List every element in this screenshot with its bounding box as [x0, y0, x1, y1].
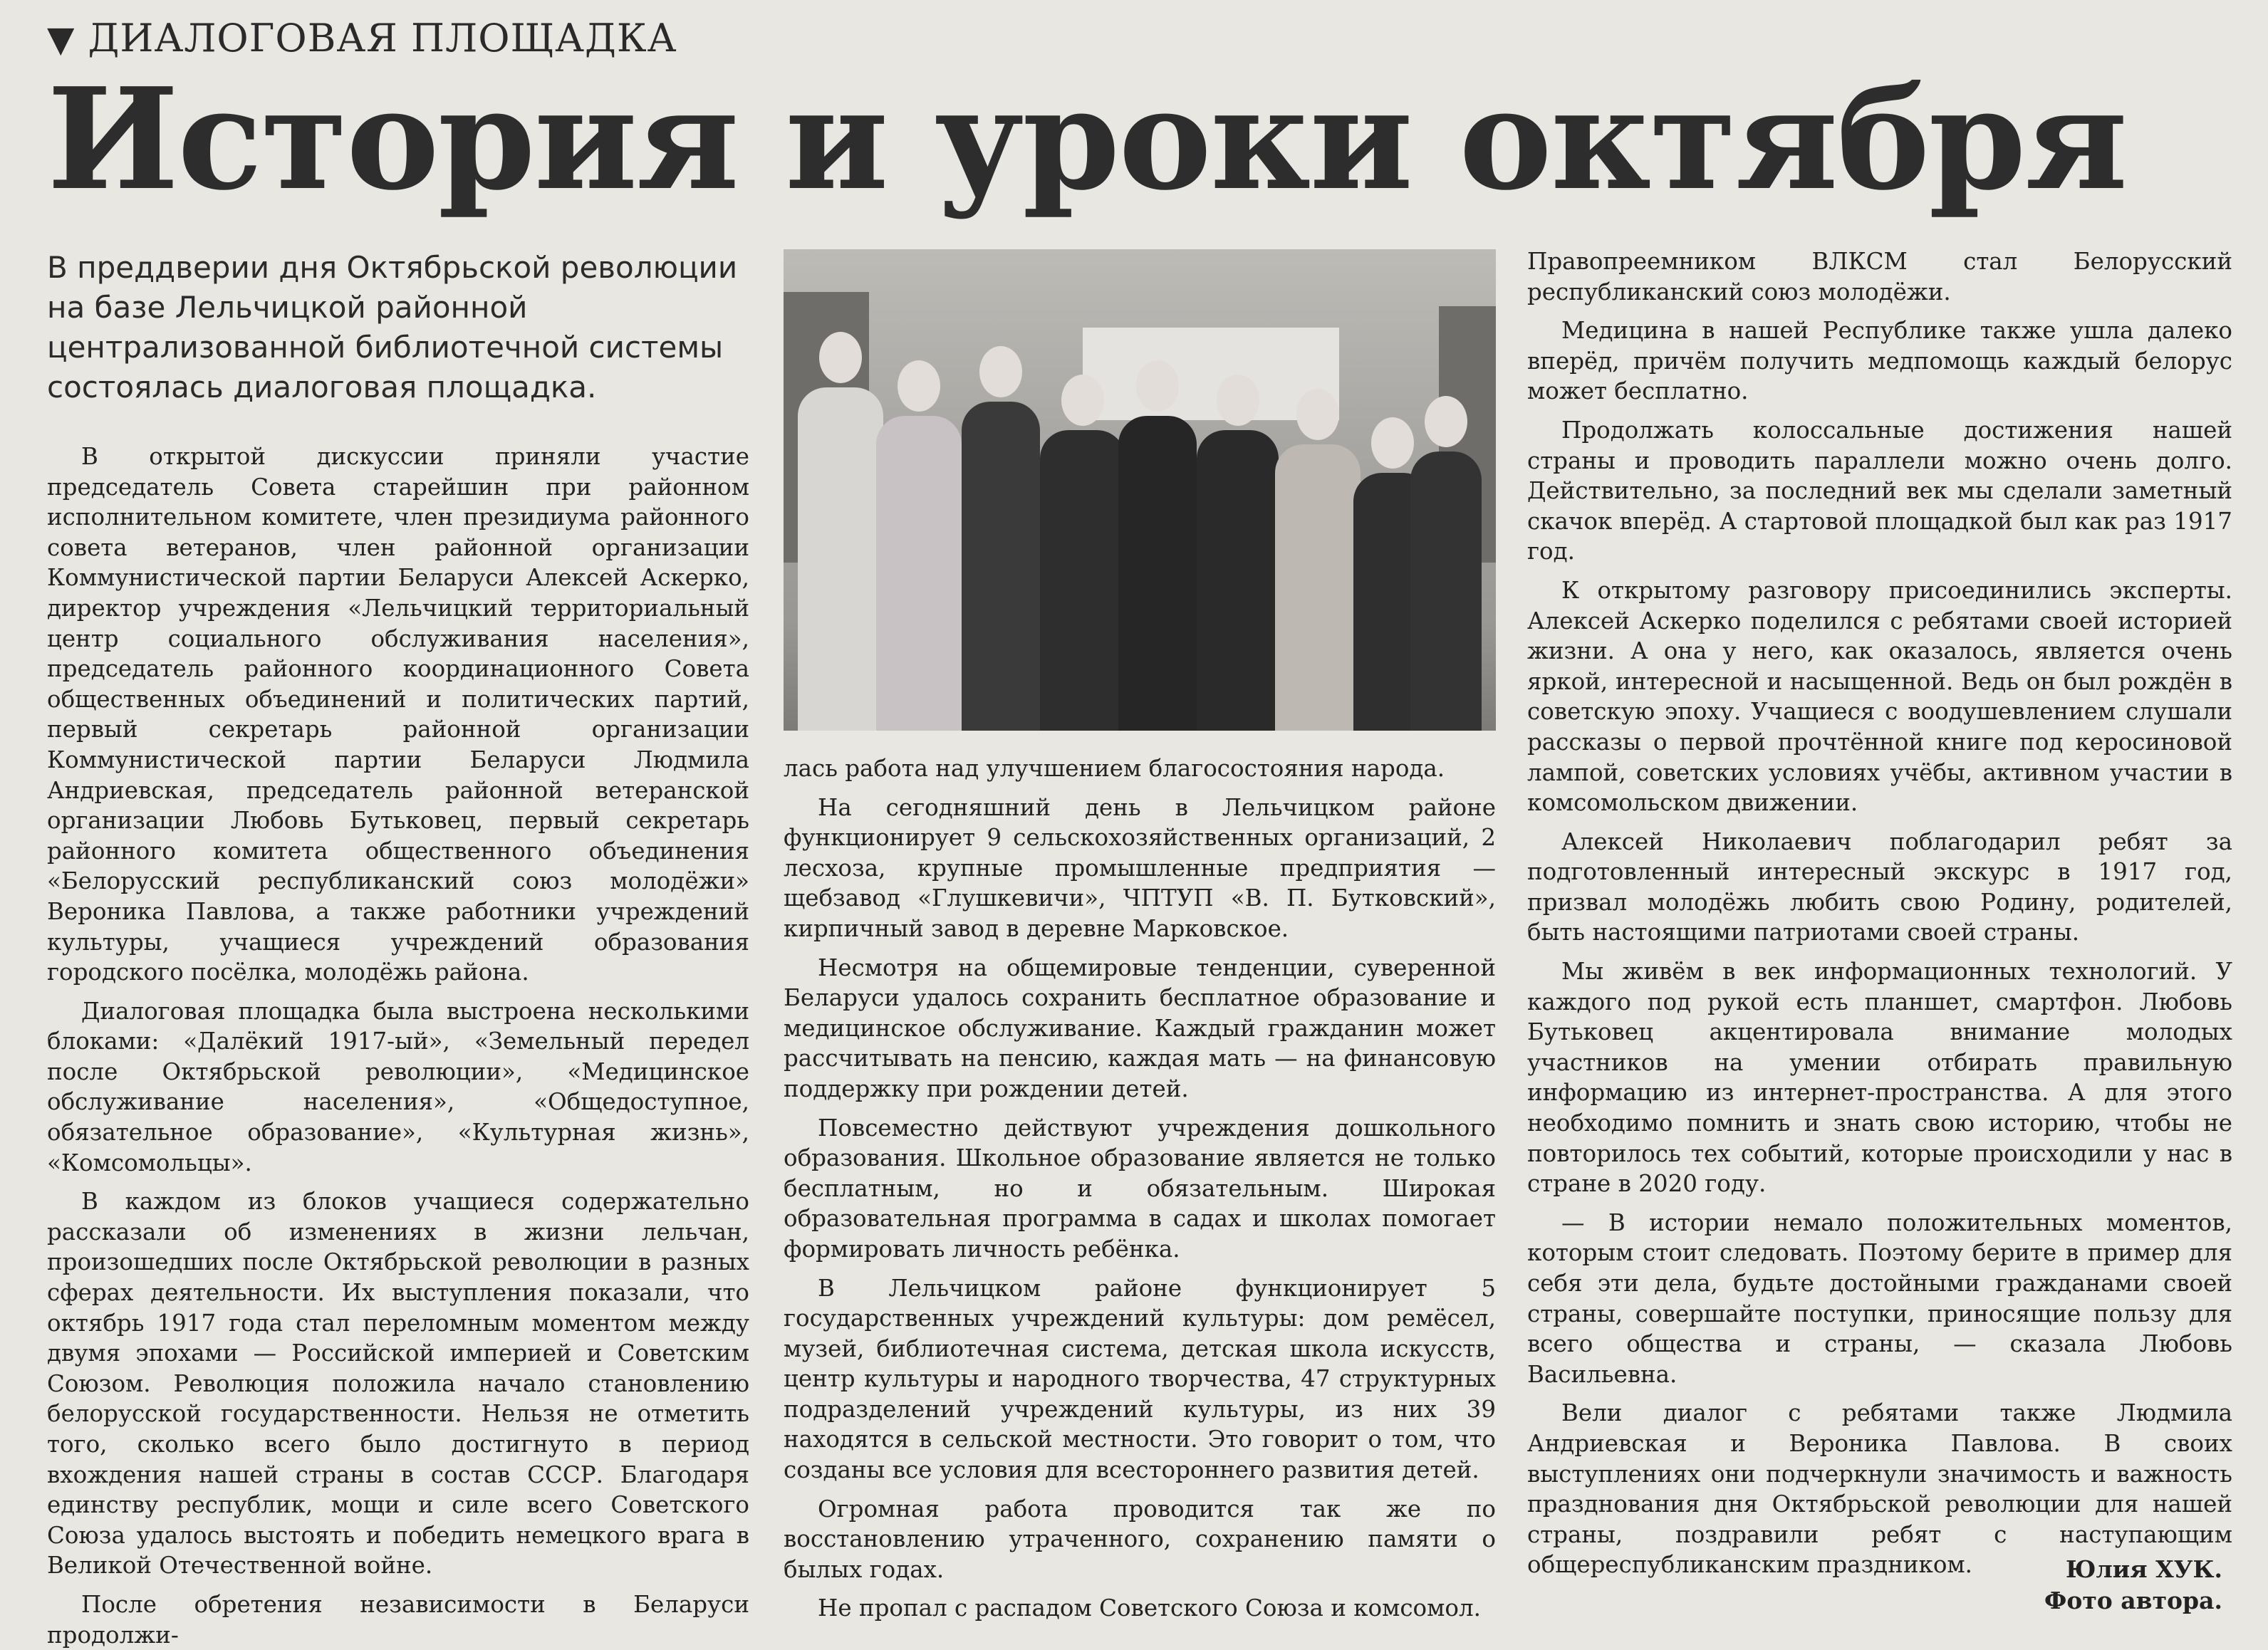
person-head: [1371, 417, 1414, 469]
article-column-1: [47, 442, 749, 1649]
paragraph: Диалоговая площадка была выстроена несколькими блоками: «Далёкий 1917-ый», «Земельный передел после Октябрьской революции», «Медицинское обслуживание населения», «Общедоступное, обязательное образование», «Культурная жизнь», «Комсомольцы».: [47, 997, 749, 1176]
group-photo: [784, 249, 1496, 731]
paragraph: К открытому разговору присоединились эксперты. Алексей Аскерко поделился с ребятами своей историей жизни. А она у него, как оказалось, является очень яркой, интересной и насыщенной. Ведь он был рождён в советскую эпоху. Учащиеся с воодушевлением слушали рассказы о первой прочтённой книге под керосиновой лампой, советских условиях учёбы, активном участии в комсомольском движении.: [1527, 576, 2232, 817]
paragraph: Алексей Николаевич поблагодарил ребят за подготовленный интересный экскурс в 1917 год, призвал молодёжь любить свою Родину, родителей, быть настоящими патриотами своей страны.: [1527, 827, 2232, 946]
article-column-2: [784, 753, 1496, 1622]
person-head: [1061, 375, 1104, 426]
person-figure: [1118, 360, 1197, 731]
paragraph: В каждом из блоков учащиеся содержательно рассказали об изменениях в жизни лельчан, произошедших после Октябрьской революции в разных сферах деятельности. Их выступления показали, что октябрь 1917 года стал переломным моментом между двумя эпохами — Российской империей и Советским Союзом. Революция положила начало становлению белорусской государственности. Нельзя не отметить того, сколько всего было достигнуто в период вхождения нашей страны в состав СССР. Благодаря единству республик, мощи и силе всего Советского Союза удалось выстоять и победить немецкого врага в Великой Отечественной войне.: [47, 1188, 749, 1579]
paragraph: Несмотря на общемировые тенденции, суверенной Беларуси удалось сохранить бесплатное образование и медицинское обслуживание. Каждый гражданин может рассчитывать на пенсию, каждая мать — на финансовую поддержку при рождении детей.: [784, 954, 1496, 1102]
person-body: [876, 416, 962, 731]
person-body: [1410, 451, 1482, 731]
paragraph: лась работа над улучшением благосостояния народа.: [784, 755, 1445, 782]
person-head: [898, 360, 940, 412]
person-figure: [962, 346, 1040, 731]
paragraph: После обретения независимости в Беларуси продолжи-: [47, 1590, 749, 1649]
paragraph: Вели диалог с ребятами также Людмила Андриевская и Вероника Павлова. В своих выступлениях они подчеркнули значимость и важность празднования дня Октябрьской революции для нашей страны, поздравили ребят с наступающим общереспубликанским праздником.: [1527, 1399, 2232, 1579]
paragraph: Мы живём в век информационных технологий. У каждого под рукой есть планшет, смартфон. Любовь Бутьковец акцентировала внимание молодых участников на умении отбирать правильную информацию из интернет-пространства. А для этого необходимо помнить и знать свою историю, чтобы не повторилось тех событий, которые происходили у нас в стране в 2020 году.: [1527, 958, 2232, 1198]
person-head: [1296, 389, 1339, 440]
author-name: Юлия ХУК.: [2066, 1555, 2222, 1583]
person-head: [1425, 396, 1467, 447]
article-lead: В преддверии дня Октябрьской революции на базе Лельчицкой районной централизованной библиотечной системы состоялась диалоговая площадка.: [47, 250, 738, 404]
person-body: [1197, 430, 1279, 731]
paragraph: Огромная работа проводится так же по восстановлению утраченного, сохранению памяти о былых годах.: [784, 1495, 1496, 1583]
paragraph: Повсеместно действуют учреждения дошкольного образования. Школьное образование является не только бесплатным, но и обязательным. Широкая образовательная программа в садах и школах помогает формировать личность ребёнка.: [784, 1114, 1496, 1263]
paragraph: Продолжать колоссальные достижения нашей страны и проводить параллели можно очень долго. Действительно, за последний век мы сделали заметный скачок вперёд. А стартовой площадкой был как раз 1917 год.: [1527, 416, 2232, 565]
photo-credit: Фото автора.: [2044, 1587, 2222, 1614]
person-body: [962, 402, 1040, 731]
article-column-3: [1527, 246, 2232, 1622]
person-head: [979, 346, 1022, 397]
person-head: [1136, 360, 1179, 412]
paragraph: В Лельчицком районе функционирует 5 государственных учреждений культуры: дом ремёсел, музей, библиотечная система, детская школа искусств, центр культуры и народного творчества, 47 структурных подразделений учреждений культуры, из них 39 находятся в сельской местности. Это говорит о том, что созданы все условия для всестороннего развития детей.: [784, 1274, 1496, 1484]
person-body: [798, 387, 883, 731]
paragraph: На сегодняшний день в Лельчицком районе функционирует 9 сельскохозяйственных организаций, 2 лесхоза, крупные промышленные предприятия — щебзавод «Глушкевичи», ЧПТУП «В. П. Бутковский», кирпичный завод в деревне Марковское.: [784, 793, 1496, 942]
person-figure: [1040, 375, 1125, 731]
paragraph: Не пропал с распадом Советского Союза и комсомол.: [818, 1594, 1481, 1622]
paragraph: — В истории немало положительных моментов, которым стоит следовать. Поэтому берите в пример для себя эти дела, будьте достойными гражданами своей страны, совершайте поступки, приносящие пользу для всего общества и страны, — сказала Любовь Васильевна.: [1527, 1208, 2232, 1388]
person-head: [819, 332, 862, 383]
paragraph: Медицина в нашей Республике также ушла далеко вперёд, причём получить медпомощь каждый белорус может бесплатно.: [1527, 317, 2232, 405]
person-figure: [876, 360, 962, 731]
paragraph: Правопреемником ВЛКСМ стал Белорусский республиканский союз молодёжи.: [1527, 248, 2232, 306]
triangle-down-icon: ▼: [47, 19, 76, 60]
person-figure: [1410, 396, 1482, 731]
person-head: [1217, 375, 1259, 426]
article-signature: [1866, 1554, 2222, 1617]
person-figure: [1275, 389, 1361, 731]
article-headline: История и уроки октября: [47, 58, 2127, 221]
rubric-label: ДИАЛОГОВАЯ ПЛОЩАДКА: [88, 16, 677, 61]
person-figure: [1197, 375, 1279, 731]
paragraph: В открытой дискуссии приняли участие председатель Совета старейшин при районном исполнительном комитете, член президиума районного совета ветеранов, член районной организации Коммунистической партии Беларуси Алексей Аскерко, директор учреждения «Лельчицкий территориальный центр социального обслуживания населения», председатель районного координационного Совета общественных объединений и политических партий, первый секретарь районной организации Коммунистической партии Беларуси Людмила Андриевская, председатель районной ветеранской организации Любовь Бутьковец, первый секретарь районного комитета общественного объединения «Белорусский республиканский союз молодёжи» Вероника Павлова, а также работники учреждений культуры, учащиеся учреждений образования городского посёлка, молодёжь района.: [47, 443, 749, 986]
person-body: [1040, 430, 1125, 731]
rubric-header: [47, 16, 677, 61]
person-body: [1118, 416, 1197, 731]
person-body: [1275, 444, 1361, 731]
person-figure: [798, 332, 883, 731]
